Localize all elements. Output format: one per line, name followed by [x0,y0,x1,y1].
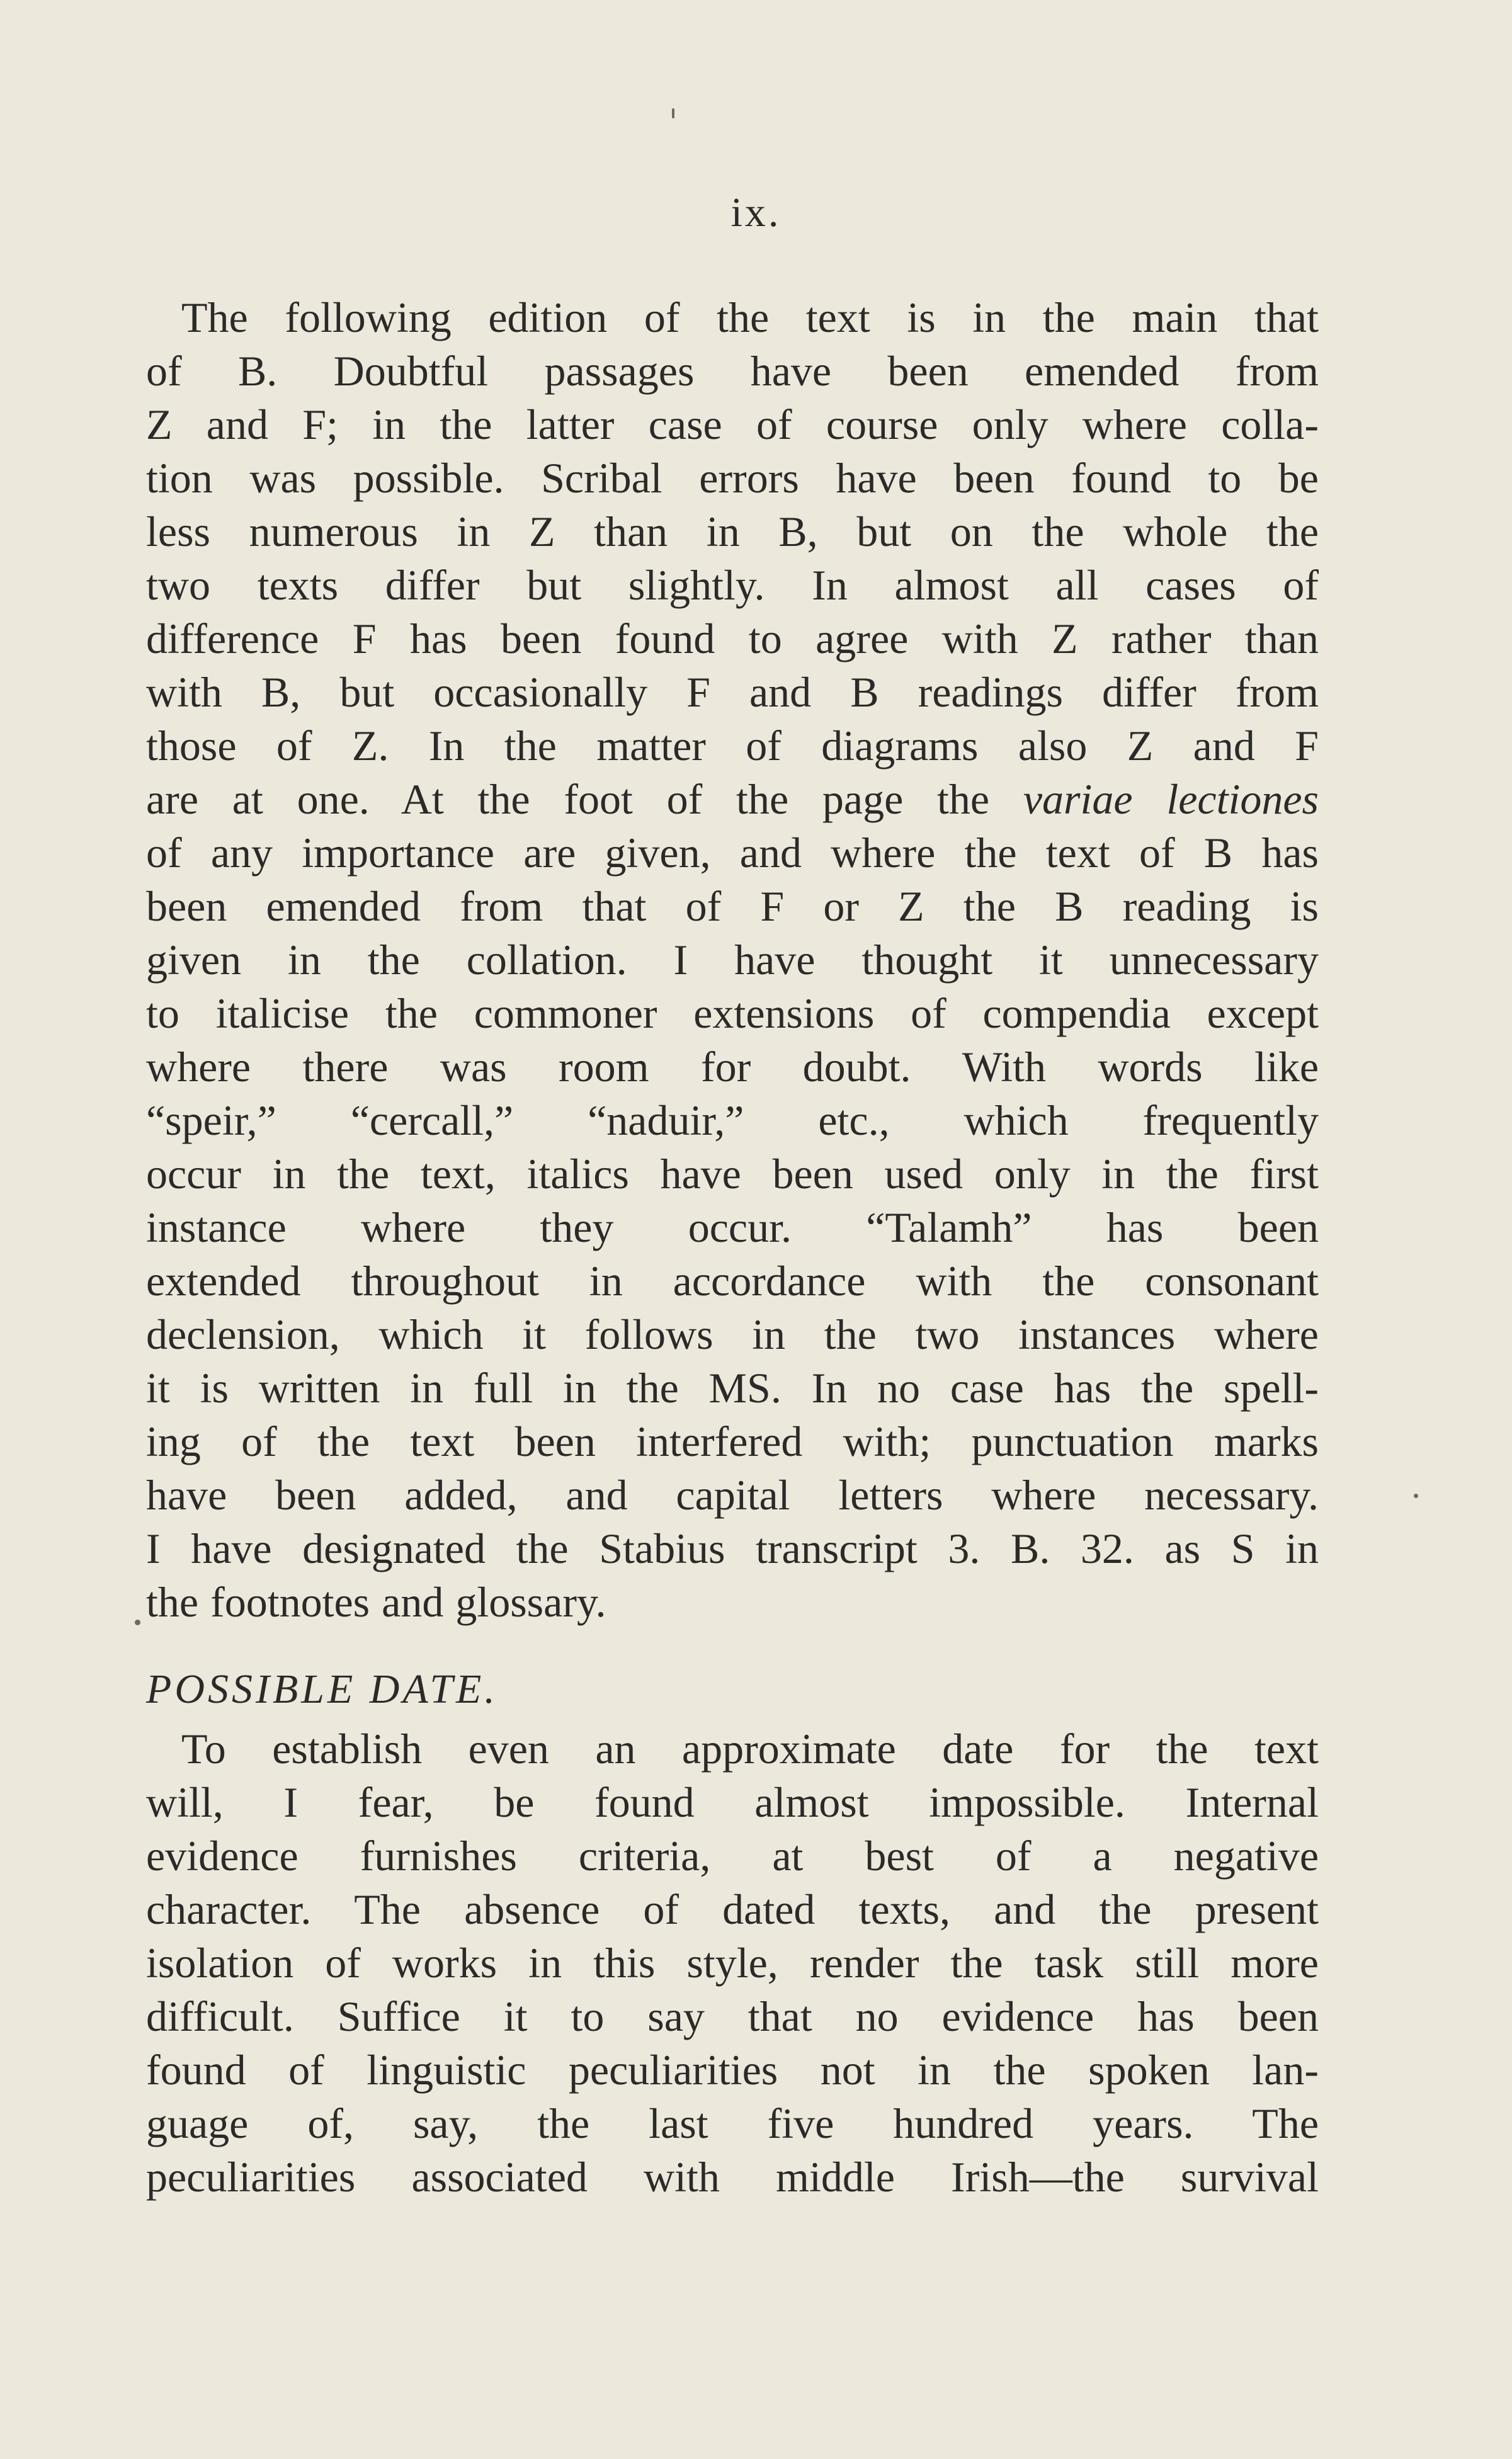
page-number: ix. [730,190,782,236]
text-line [146,612,1319,666]
line-text: The following edition of the text is in the main that [181,293,1319,341]
line-text: two texts differ but slightly. In almost all cases of [146,561,1319,609]
text-line [146,1308,1319,1361]
line-text: are at one. At the foot of the page the [146,775,1023,823]
line-text: extended throughout in accordance with the consonant [146,1257,1319,1305]
line-text: found of linguistic peculiarities not in the spoken lan- [146,2046,1319,2094]
text-line [146,933,1319,987]
text-line [146,2097,1319,2150]
text-line [146,1522,1319,1576]
line-text: difficult. Suffice it to say that no evidence has been [146,1992,1319,2040]
line-text: To establish even an approximate date for the text [181,1725,1319,1773]
line-text: ing of the text been interfered with; punctuation marks [146,1417,1319,1465]
line-text: the footnotes and glossary. [146,1578,606,1626]
scan-speck [135,1620,140,1625]
line-text: given in the collation. I have thought it unnecessary [146,936,1319,984]
text-line [146,1361,1319,1415]
line-text: guage of, say, the last five hundred years. The [146,2099,1319,2147]
text-line [146,344,1319,398]
line-text: instance where they occur. “Talamh” has been [146,1203,1319,1251]
text-line [146,1468,1319,1522]
text-line [146,451,1319,505]
text-line [146,719,1319,773]
text-line [146,880,1319,933]
section-heading-possible-date: POSSIBLE DATE. [146,1666,498,1712]
text-line [146,987,1319,1040]
line-text: difference F has been found to agree with Z rather than [146,615,1319,662]
text-line [146,1254,1319,1308]
line-text: isolation of works in this style, render the task still more [146,1939,1319,1987]
line-text: with B, but occasionally F and B readings differ from [146,668,1319,716]
line-text: character. The absence of dated texts, and the present [146,1885,1319,1933]
text-line [146,1990,1319,2043]
text-line [146,666,1319,719]
text-line [146,1576,1319,1629]
text-line [146,1147,1319,1201]
line-text: been emended from that of F or Z the B reading is [146,882,1319,930]
line-text: I have designated the Stabius transcript 3. B. 32. as S in [146,1525,1319,1572]
line-text: to italicise the commoner extensions of compendia except [146,989,1319,1037]
text-line [146,1722,1319,1776]
line-text: it is written in full in the MS. In no case has the spell- [146,1364,1319,1412]
text-line [146,1883,1319,1936]
text-line [146,1415,1319,1468]
scan-speck [1414,1494,1418,1498]
line-text: have been added, and capital letters where necessary. [146,1471,1319,1519]
text-line [146,2150,1319,2204]
text-line [146,1094,1319,1147]
text-line [146,1936,1319,1990]
line-text: Z and F; in the latter case of course only where colla- [146,400,1319,448]
line-text: tion was possible. Scribal errors have been found to be [146,454,1319,502]
text-line [146,1776,1319,1829]
line-text: peculiarities associated with middle Irish—the survival [146,2153,1319,2201]
paragraph-possible-date [146,1722,1319,2204]
text-line [146,1040,1319,1094]
line-text: where there was room for doubt. With words like [146,1043,1319,1091]
text-line [146,773,1319,826]
line-text: “speir,” “cercall,” “naduir,” etc., which frequently [146,1096,1319,1144]
text-line [146,2043,1319,2097]
text-line [146,398,1319,451]
line-text: occur in the text, italics have been used only in the first [146,1150,1319,1198]
line-text: will, I fear, be found almost impossible. Internal [146,1778,1319,1826]
paragraph-editorial-notes [146,291,1319,1629]
line-text: of B. Doubtful passages have been emended from [146,347,1319,395]
italic-phrase: variae lectiones [1023,775,1319,823]
line-text: evidence furnishes criteria, at best of a negative [146,1832,1319,1880]
line-text: those of Z. In the matter of diagrams also Z and F [146,722,1319,770]
line-text: declension, which it follows in the two instances where [146,1310,1319,1358]
text-line [146,1829,1319,1883]
text-line [146,505,1319,559]
text-line [146,1201,1319,1254]
line-text: of any importance are given, and where the text of B has [146,829,1319,877]
scan-speck [672,108,674,118]
line-text: less numerous in Z than in B, but on the whole the [146,508,1319,555]
text-line [146,826,1319,880]
text-line [146,559,1319,612]
text-line [146,291,1319,344]
